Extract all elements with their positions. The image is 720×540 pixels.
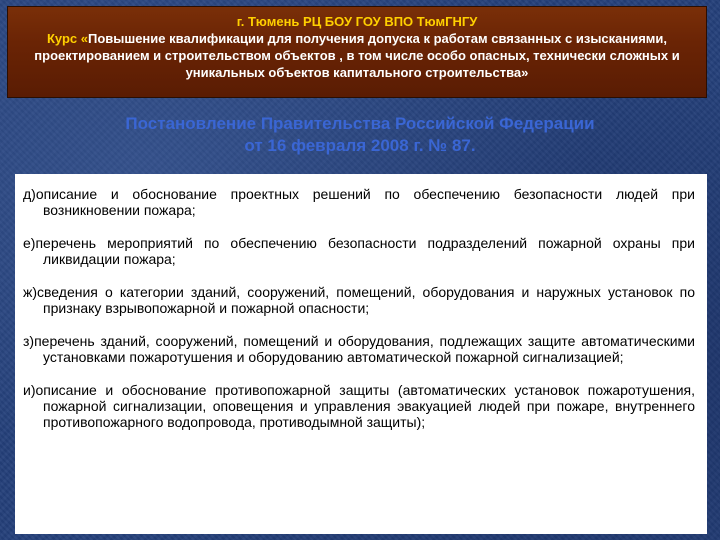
list-item-i: и)описание и обоснование противопожарной защиты (автоматических установок пожаротушения, пожарной сигнализации, оповещения и управления эвакуацией людей при пожаре, внутреннего противопожарного водопровода, противодымной защиты); (23, 382, 695, 430)
list-item-z: з)перечень зданий, сооружений, помещений и оборудования, подлежащих защите автоматическими установками пожаротушения и оборудованию автоматической пожарной сигнализацией; (23, 333, 695, 365)
decree-title-line2: от 16 февраля 2008 г. № 87. (244, 136, 476, 155)
course-text: Повышение квалификации для получения допуска к работам связанных с изысканиями, проектированием и строительством объектов , в том числе особо опасных, технически сложных и уникальных объектов капитального строительства» (34, 31, 680, 80)
header-banner (7, 6, 707, 98)
requirements-list (23, 186, 695, 430)
course-prefix: Курс « (46, 31, 88, 46)
content-box (15, 174, 707, 534)
list-item-d: д)описание и обоснование проектных решений по обеспечению безопасности людей при возникновении пожара; (23, 186, 695, 218)
list-item-e: е)перечень мероприятий по обеспечению безопасности подразделений пожарной охраны при ликвидации пожара; (23, 235, 695, 267)
decree-title-line1: Постановление Правительства Российской Федерации (125, 114, 595, 133)
decree-title (60, 113, 660, 157)
course-title (16, 30, 698, 81)
list-item-zh: ж)сведения о категории зданий, сооружений, помещений, оборудования и наружных установок по признаку взрывопожарной и пожарной опасности; (23, 284, 695, 316)
organization-line: г. Тюмень РЦ БОУ ГОУ ВПО ТюмГНГУ (236, 14, 478, 29)
